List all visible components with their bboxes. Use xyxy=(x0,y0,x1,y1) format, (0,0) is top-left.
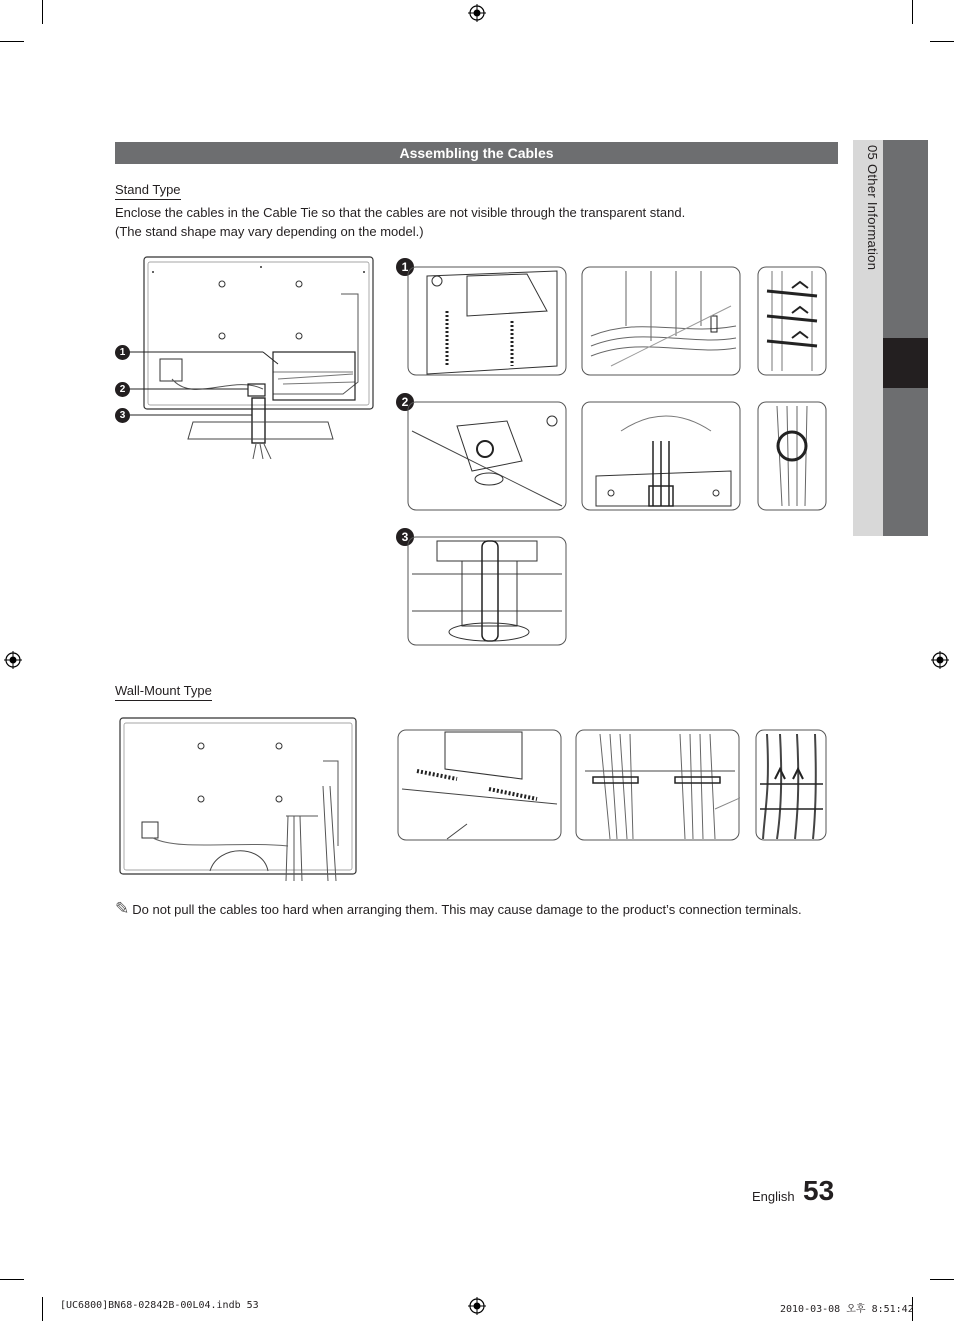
wall-mount-cable-detail xyxy=(575,729,740,841)
crop-mark xyxy=(42,1297,43,1321)
marker-2-badge: 2 xyxy=(115,382,130,397)
stand-note: (The stand shape may vary depending on the model.) xyxy=(115,224,424,239)
section-title: Assembling the Cables xyxy=(115,142,838,164)
pencil-note-icon: ✎ xyxy=(115,899,130,918)
tv-rear-wall-mount-illustration xyxy=(118,716,360,881)
step-2-stand-detail xyxy=(407,401,567,511)
step-1-tie-detail xyxy=(757,266,827,376)
registration-mark-icon xyxy=(4,651,22,669)
marker-1-badge: 1 xyxy=(115,345,130,360)
wall-mount-heading: Wall-Mount Type xyxy=(115,683,212,701)
footer-language: English xyxy=(752,1189,795,1204)
registration-mark-icon xyxy=(931,651,949,669)
crop-mark xyxy=(930,41,954,42)
wall-mount-tie-detail xyxy=(755,729,827,841)
step-1-tv-detail xyxy=(407,266,567,376)
side-tab-active-marker xyxy=(883,338,928,388)
stand-instruction: Enclose the cables in the Cable Tie so that the cables are not visible through the transparent stand. xyxy=(115,205,686,220)
crop-mark xyxy=(912,0,913,24)
tv-rear-stand-illustration xyxy=(113,254,378,459)
step-3-stand-detail xyxy=(407,536,567,646)
step-1-cable-detail xyxy=(581,266,741,376)
crop-mark xyxy=(0,1279,24,1280)
step-2-cable-detail xyxy=(581,401,741,511)
step-3-badge: 3 xyxy=(396,528,414,546)
step-2-tie-detail xyxy=(757,401,827,511)
print-timestamp: 2010-03-08 오후 8:51:42 xyxy=(780,1304,914,1315)
step-1-badge: 1 xyxy=(396,258,414,276)
stand-type-heading: Stand Type xyxy=(115,182,181,200)
marker-3-badge: 3 xyxy=(115,408,130,423)
print-file-info: [UC6800]BN68-02842B-00L04.indb 53 xyxy=(60,1300,259,1311)
wall-mount-tv-detail xyxy=(397,729,562,841)
caution-note xyxy=(115,899,802,919)
registration-mark-icon xyxy=(468,4,486,22)
caution-note-text: Do not pull the cables too hard when arranging them. This may cause damage to the product’s connection terminals. xyxy=(132,902,802,917)
crop-mark xyxy=(42,0,43,24)
step-2-badge: 2 xyxy=(396,393,414,411)
registration-mark-icon xyxy=(468,1297,486,1315)
chapter-label: 05 Other Information xyxy=(865,145,880,271)
crop-mark xyxy=(0,41,24,42)
page-number: 53 xyxy=(803,1175,835,1206)
crop-mark xyxy=(930,1279,954,1280)
